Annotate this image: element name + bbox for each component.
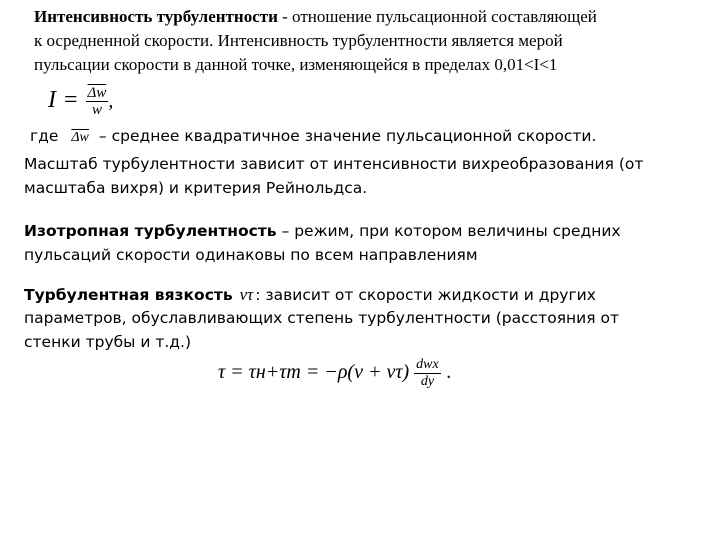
para1-line3: пульсации скорости в данной точке, изменяющейся в пределах 0,01<I<1 [34,55,558,74]
para3-line2: пульсаций скорости одинаковы по всем направлениям [24,246,478,264]
para1-line1-text: - отношение пульсационной составляющей [277,7,597,26]
para1-line2: к осредненной скорости. Интенсивность турбулентности является мерой [34,31,563,50]
formula-shear-lhs: τ = τн+τт = −ρ(ν + ντ) [218,361,410,383]
where-word: где [30,127,59,145]
formula-intensity-eq: = [64,87,78,113]
para2-line1 [30,125,596,149]
para3-line1-text: – режим, при котором величины средних [276,222,621,240]
nu-t-symbol: ντ [239,285,254,304]
para1-line1 [34,5,597,28]
term-isotropic-turbulence: Изотропная турбулентность [24,222,277,240]
para2-line3: масштаба вихря) и критерия Рейнольдса. [24,179,368,197]
formula-shear-fraction [414,357,441,390]
delta-w-symbol: $\overline{\Delta w}$ [71,130,89,145]
para4-line1-text: : зависит от скорости жидкости и других [255,286,596,304]
term-turbulent-viscosity: Турбулентная вязкость [24,286,233,304]
formula-intensity-comma: , [108,90,114,112]
para4-line1 [24,283,596,307]
formula-intensity-fraction [86,85,109,118]
para2-line2: Масштаб турбулентности зависит от интенсивности вихреобразования (от [24,155,644,173]
formula-shear-numerator: dwx [416,356,439,372]
term-turbulence-intensity: Интенсивность турбулентности [34,7,278,26]
para3-line1 [24,220,621,243]
formula-intensity-lhs: I [48,87,56,113]
para2-line1-text: – среднее квадратичное значение пульсационной скорости. [98,127,597,145]
formula-shear-denominator: dy [420,373,435,389]
formula-shear-period: . [446,361,452,383]
para4-line2: параметров, обуславливающих степень турбулентности (расстояния от [24,309,619,327]
formula-intensity-denominator: w [91,101,102,118]
formula-intensity-numerator: $\overline{\Delta w}$ [87,84,107,101]
formula-intensity [48,80,113,121]
formula-shear-stress [218,352,452,392]
para4-line3: стенки трубы и т.д.) [24,333,191,351]
